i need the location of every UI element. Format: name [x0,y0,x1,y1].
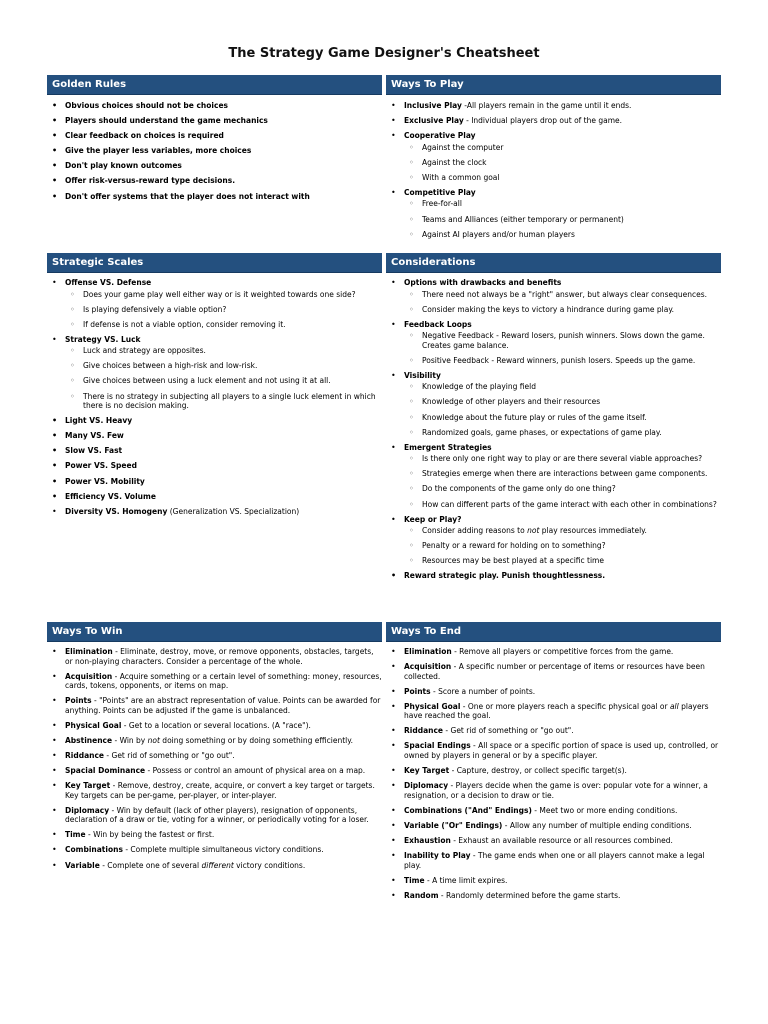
list-item: • Variable ("Or" Endings) - Allow any number of multiple ending conditions. [386,821,721,831]
sub-item: ◦ Free-for-all [404,199,721,209]
considerations-header: Considerations [386,253,721,273]
ways-to-win-section [47,622,382,876]
list-item: • Offer risk-versus-reward type decisions. [47,176,382,186]
list-item: • Riddance - Get rid of something or "go out". [47,751,382,761]
sub-item: ◦ With a common goal [404,173,721,183]
sub-item: ◦ How can different parts of the game interact with each other in combinations? [404,500,721,510]
sub-item: ◦ Knowledge of other players and their resources [404,397,721,407]
list-item: • Riddance - Get rid of something or "go out". [386,726,721,736]
list-item: • Visibility ◦ Knowledge of the playing field ◦ Knowledge of other players and their resources ◦ Knowledge about the future play or rules of the game itself. ◦ Randomized goals, game phases, or expectations of game play. [386,371,721,437]
list-item: • Give the player less variables, more choices [47,146,382,156]
sub-item: ◦ Teams and Alliances (either temporary or permanent) [404,215,721,225]
list-item: • Don't play known outcomes [47,161,382,171]
list-item: • Variable - Complete one of several different victory conditions. [47,861,382,871]
sub-item: ◦ There need not always be a "right" answer, but always clear consequences. [404,290,721,300]
sub-item: ◦ Strategies emerge when there are interactions between game components. [404,469,721,479]
list-item: • Efficiency VS. Volume [47,492,382,502]
list-item: • Feedback Loops ◦ Negative Feedback - Reward losers, punish winners. Slows down the game. Creates game balance. ◦ Positive Feedback - Reward winners, punish losers. Speeds up the game. [386,320,721,366]
list-item: • Spacial Endings - All space or a specific portion of space is used up, controlled, or owned by players in general or by a specific player. [386,741,721,760]
list-item: • Options with drawbacks and benefits ◦ There need not always be a "right" answer, but always clear consequences. ◦ Consider making the keys to victory a hindrance during game play. [386,278,721,314]
list-item: • Exhaustion - Exhaust an available resource or all resources combined. [386,836,721,846]
list-item: • Inclusive Play -All players remain in the game until it ends. [386,101,721,111]
ways-to-end-header: Ways To End [386,622,721,642]
ways-to-play-section [386,75,721,245]
list-item: • Diversity VS. Homogeny (Generalization VS. Specialization) [47,507,382,517]
ways-to-play-header: Ways To Play [386,75,721,95]
list-item: • Power VS. Speed [47,461,382,471]
list-item: • Obvious choices should not be choices [47,101,382,111]
list-item: • Competitive Play ◦ Free-for-all ◦ Teams and Alliances (either temporary or permanent) ◦ Against AI players and/or human players [386,188,721,239]
sub-item: ◦ Give choices between a high-risk and low-risk. [65,361,382,371]
list-item: • Reward strategic play. Punish thoughtlessness. [386,571,721,581]
sub-item: ◦ Randomized goals, game phases, or expectations of game play. [404,428,721,438]
sub-item: ◦ Negative Feedback - Reward losers, punish winners. Slows down the game. Creates game balance. [404,331,721,350]
list-item: • Random - Randomly determined before the game starts. [386,891,721,901]
sub-item: ◦ Against the clock [404,158,721,168]
considerations-section [386,253,721,587]
list-item: • Don't offer systems that the player does not interact with [47,192,382,202]
strategic-scales-header: Strategic Scales [47,253,382,273]
list-item: • Offense VS. Defense ◦ Does your game play well either way or is it weighted towards one side? ◦ Is playing defensively a viable option? ◦ If defense is not a viable option, consider removing it. [47,278,382,329]
list-item: • Exclusive Play - Individual players drop out of the game. [386,116,721,126]
list-item: • Elimination - Remove all players or competitive forces from the game. [386,647,721,657]
sub-item: ◦ Does your game play well either way or is it weighted towards one side? [65,290,382,300]
list-item: • Acquisition - A specific number or percentage of items or resources have been collected. [386,662,721,681]
ways-to-win-header: Ways To Win [47,622,382,642]
list-item: • Inability to Play - The game ends when one or all players cannot make a legal play. [386,851,721,870]
sub-item: ◦ Knowledge of the playing field [404,382,721,392]
sub-item: ◦ Consider adding reasons to not play resources immediately. [404,526,721,536]
sub-item: ◦ Do the components of the game only do one thing? [404,484,721,494]
list-item: • Keep or Play? ◦ Consider adding reasons to not play resources immediately. ◦ Penalty or a reward for holding on to something? ◦ Resources may be best played at a specific time [386,515,721,566]
list-item: • Many VS. Few [47,431,382,441]
sub-item: ◦ Against the computer [404,143,721,153]
sub-item: ◦ Consider making the keys to victory a hindrance during game play. [404,305,721,315]
list-item: • Strategy VS. Luck ◦ Luck and strategy are opposites. ◦ Give choices between a high-risk and low-risk. ◦ Give choices between using a luck element and not using it at all. ◦ There is no strategy in subjecting all players to a single luck element in which there is no decision making. [47,335,382,411]
sub-item: ◦ If defense is not a viable option, consider removing it. [65,320,382,330]
list-item: • Clear feedback on choices is required [47,131,382,141]
list-item: • Emergent Strategies ◦ Is there only one right way to play or are there several viable approaches? ◦ Strategies emerge when there are interactions between game components. ◦ Do the components of the game only do one thing? ◦ How can different parts of the game interact with each other in combinations? [386,443,721,509]
list-item: • Points - "Points" are an abstract representation of value. Points can be awarded for anything. Points can be adjusted if the game is unbalanced. [47,696,382,715]
list-item: • Combinations - Complete multiple simultaneous victory conditions. [47,845,382,855]
list-item: • Diplomacy - Win by default (lack of other players), resignation of opponents, declaration of a draw or tie, voting for a winner, or periodically voting for a loser. [47,806,382,825]
sub-item: ◦ Is there only one right way to play or are there several viable approaches? [404,454,721,464]
sub-item: ◦ Is playing defensively a viable option? [65,305,382,315]
sub-item: ◦ There is no strategy in subjecting all players to a single luck element in which there is no decision making. [65,392,382,411]
sub-item: ◦ Positive Feedback - Reward winners, punish losers. Speeds up the game. [404,356,721,366]
list-item: • Spacial Dominance - Possess or control an amount of physical area on a map. [47,766,382,776]
list-item: • Physical Goal - Get to a location or several locations. (A "race"). [47,721,382,731]
list-item: • Players should understand the game mechanics [47,116,382,126]
list-item: • Power VS. Mobility [47,477,382,487]
list-item: • Time - Win by being the fastest or first. [47,830,382,840]
list-item: • Abstinence - Win by not doing something or by doing something efficiently. [47,736,382,746]
list-item: • Light VS. Heavy [47,416,382,426]
list-item: • Cooperative Play ◦ Against the computer ◦ Against the clock ◦ With a common goal [386,131,721,182]
strategic-scales-section [47,253,382,522]
list-item: • Combinations ("And" Endings) - Meet two or more ending conditions. [386,806,721,816]
sub-item: ◦ Against AI players and/or human players [404,230,721,240]
golden-rules-header: Golden Rules [47,75,382,95]
list-item: • Key Target - Capture, destroy, or collect specific target(s). [386,766,721,776]
page-title: The Strategy Game Designer's Cheatsheet [228,46,540,61]
sub-item: ◦ Luck and strategy are opposites. [65,346,382,356]
list-item: • Slow VS. Fast [47,446,382,456]
list-item: • Key Target - Remove, destroy, create, acquire, or convert a key target or targets. Key targets can be per-game, per-player, or inter-player. [47,781,382,800]
list-item: • Physical Goal - One or more players reach a specific physical goal or all players have reached the goal. [386,702,721,721]
sub-item: ◦ Resources may be best played at a specific time [404,556,721,566]
list-item: • Acquisition - Acquire something or a certain level of something: money, resources, cards, tokens, opponents, or items on map. [47,672,382,691]
golden-rules-section [47,75,382,207]
list-item: • Elimination - Eliminate, destroy, move, or remove opponents, obstacles, targets, or non-playing characters. Consider a percentage of the whole. [47,647,382,666]
sub-item: ◦ Give choices between using a luck element and not using it at all. [65,376,382,386]
sub-item: ◦ Knowledge about the future play or rules of the game itself. [404,413,721,423]
ways-to-end-section [386,622,721,906]
list-item: • Diplomacy - Players decide when the game is over: popular vote for a winner, a resignation, or a decision to draw or tie. [386,781,721,800]
list-item: • Points - Score a number of points. [386,687,721,697]
list-item: • Time - A time limit expires. [386,876,721,886]
sub-item: ◦ Penalty or a reward for holding on to something? [404,541,721,551]
